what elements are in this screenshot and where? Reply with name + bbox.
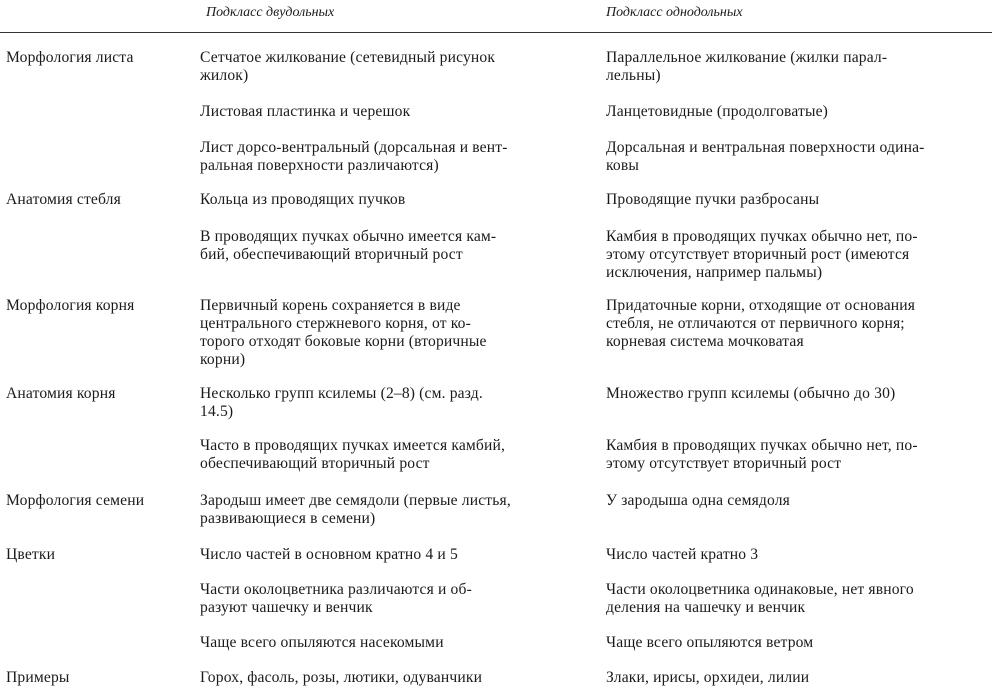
row-category: Морфология корня bbox=[6, 297, 135, 314]
row-category: Примеры bbox=[6, 669, 70, 686]
monocot-cell: Множество групп ксилемы (обычно до 30) bbox=[606, 385, 896, 402]
dicot-cell: Горох, фасоль, розы, лютики, одуванчики bbox=[200, 669, 483, 686]
dicot-cell: Часто в проводящих пучках имеется камбий, обеспечивающий вторичный рост bbox=[200, 437, 506, 472]
row-category: Анатомия корня bbox=[6, 385, 116, 402]
dicot-cell: Чаще всего опыляются насекомыми bbox=[200, 634, 444, 651]
dicot-cell: В проводящих пучках обычно имеется кам- бий, обеспечивающий вторичный рост bbox=[200, 228, 497, 263]
dicot-cell: Первичный корень сохраняется в виде центрального стержневого корня, от ко- торого отходят боковые корни (вторичные корни) bbox=[200, 297, 487, 368]
row-category: Морфология листа bbox=[6, 49, 134, 66]
column-header-dicot: Подкласс двудольных bbox=[206, 5, 335, 20]
dicot-cell: Части околоцветника различаются и об- разуют чашечку и венчик bbox=[200, 581, 472, 616]
header-rule bbox=[0, 32, 992, 33]
monocot-cell: Камбия в проводящих пучках обычно нет, по- этому отсутствует вторичный рост bbox=[606, 437, 918, 472]
row-category: Морфология семени bbox=[6, 492, 145, 509]
monocot-cell: Параллельное жилкование (жилки парал- лельны) bbox=[606, 49, 888, 84]
dicot-cell: Лист дорсо-вентральный (дорсальная и вент- ральная поверхности различаются) bbox=[200, 139, 508, 174]
monocot-cell: Число частей кратно 3 bbox=[606, 546, 759, 563]
dicot-cell: Зародыш имеет две семядоли (первые листья, развивающиеся в семени) bbox=[200, 492, 511, 527]
dicot-cell: Листовая пластинка и черешок bbox=[200, 103, 411, 120]
dicot-cell: Число частей в основном кратно 4 и 5 bbox=[200, 546, 458, 563]
monocot-cell: Чаще всего опыляются ветром bbox=[606, 634, 814, 651]
column-header-monocot: Подкласс однодольных bbox=[606, 5, 743, 20]
monocot-cell: У зародыша одна семядоля bbox=[606, 492, 791, 509]
monocot-cell: Камбия в проводящих пучках обычно нет, по- этому отсутствует вторичный рост (имеются исключения, например пальмы) bbox=[606, 228, 918, 281]
monocot-cell: Придаточные корни, отходящие от основания стебля, не отличаются от первичного корня; корневая система мочковатая bbox=[606, 297, 916, 350]
monocot-cell: Проводящие пучки разбросаны bbox=[606, 191, 820, 208]
monocot-cell: Дорсальная и вентральная поверхности одина- ковы bbox=[606, 139, 925, 174]
row-category: Анатомия стебля bbox=[6, 191, 121, 208]
dicot-cell: Сетчатое жилкование (сетевидный рисунок жилок) bbox=[200, 49, 496, 84]
monocot-cell: Злаки, ирисы, орхидеи, лилии bbox=[606, 669, 810, 686]
dicot-cell: Несколько групп ксилемы (2–8) (см. разд. 14.5) bbox=[200, 385, 483, 420]
dicot-cell: Кольца из проводящих пучков bbox=[200, 191, 406, 208]
monocot-cell: Ланцетовидные (продолговатые) bbox=[606, 103, 829, 120]
row-category: Цветки bbox=[6, 546, 56, 563]
monocot-cell: Части околоцветника одинаковые, нет явного деления на чашечку и венчик bbox=[606, 581, 914, 616]
